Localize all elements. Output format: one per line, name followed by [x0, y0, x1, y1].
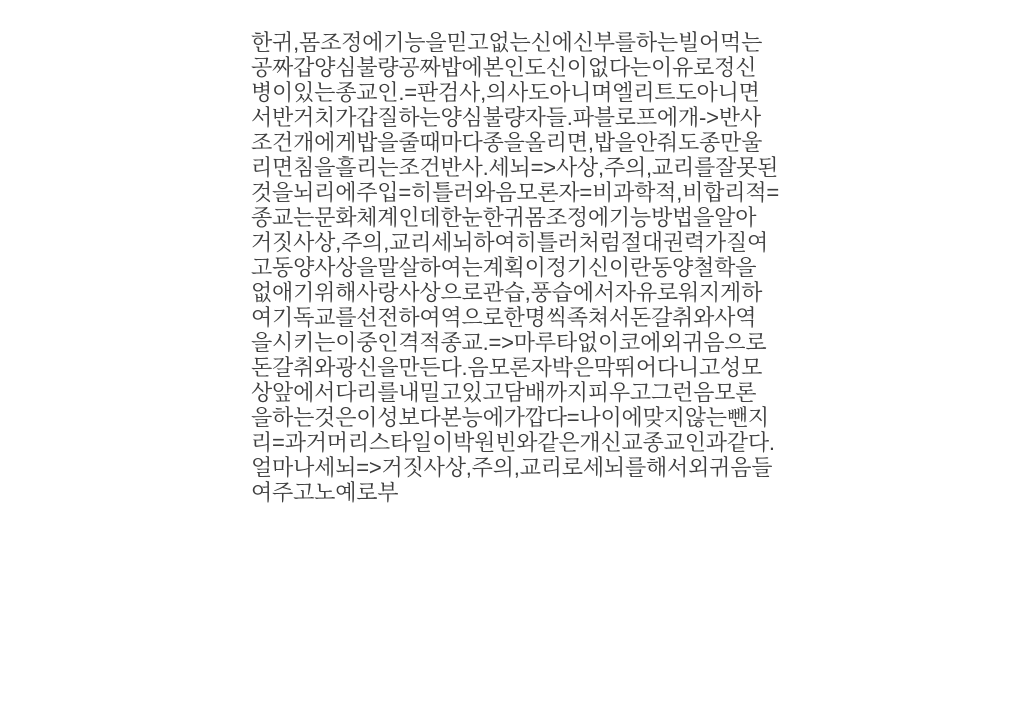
- text-line: 한귀,몸조정에기능을믿고없는신에신부를하는빌어먹는: [251, 30, 763, 55]
- text-line: 얼마나세뇌=>거짓사상,주의,교리로세뇌를해서외귀음들: [251, 455, 773, 480]
- text-line: 종교는문화체계인데한눈한귀몸조정에기능방법을알아: [251, 205, 757, 230]
- text-line: 공짜갑양심불량공짜밥에본인도신이없다는이유로정신: [251, 55, 757, 80]
- text-line: 조건개에게밥을줄때마다종을올리면,밥을안줘도종만울: [251, 130, 763, 155]
- korean-text-block: [251, 30, 780, 505]
- text-line: 고동양사상을말살하여는계획이정기신이란동양철학을: [251, 255, 757, 280]
- text-line: 리면침을흘리는조건반사.세뇌=>사상,주의,교리를잘못된: [251, 155, 779, 180]
- text-line: 돈갈취와광신을만든다.음모론자박은막뛰어다니고성모: [251, 355, 763, 380]
- text-line: 없애기위해사랑사상으로관습,풍습에서자유로워지게하: [251, 280, 763, 305]
- text-line: 것을뇌리에주입=히틀러와음모론자=비과학적,비합리적=: [251, 180, 780, 205]
- text-line: 병이있는종교인.=판검사,의사도아니며엘리트도아니면: [251, 80, 760, 105]
- text-line: 리=과거머리스타일이박원빈와같은개신교종교인과같다.: [251, 430, 775, 455]
- text-line: 서반거치가갑질하는양심불량자들.파블로프에개->반사: [251, 105, 761, 130]
- text-line: 여주고노예로부: [251, 480, 399, 505]
- text-line: 을하는것은이성보다본능에가깝다=나이에맞지않는뺀지: [251, 405, 769, 430]
- text-line: 여기독교를선전하여역으로한명씩족쳐서돈갈취와사역: [251, 305, 757, 330]
- text-line: 상앞에서다리를내밀고있고담배까지피우고그런음모론: [251, 380, 757, 405]
- text-line: 거짓사상,주의,교리세뇌하여히틀러처럼절대권력가질여: [251, 230, 769, 255]
- text-line: 을시키는이중인격적종교.=>마루타없이코에외귀음으로: [251, 330, 767, 355]
